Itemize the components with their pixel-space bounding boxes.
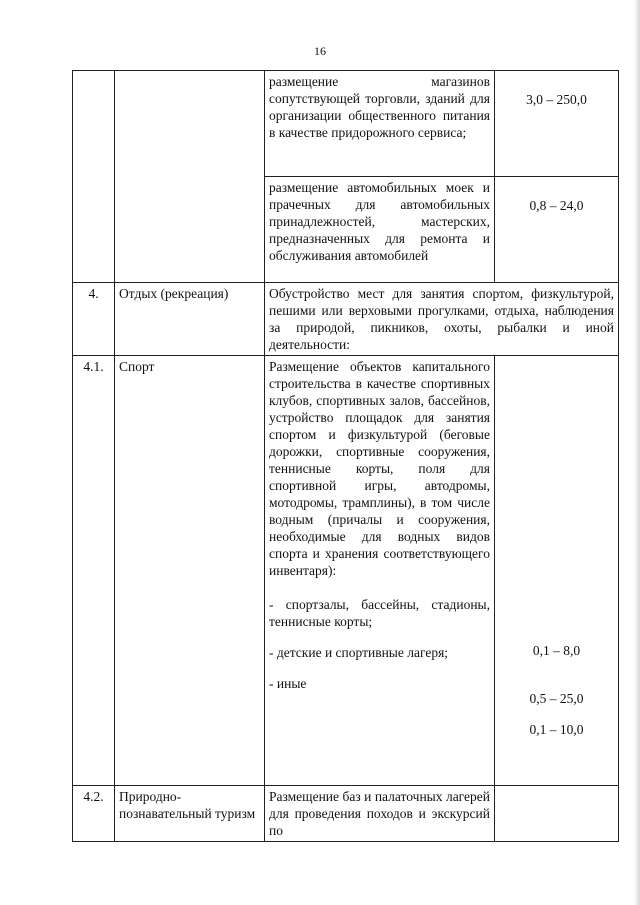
row-area-value-1: 0,1 – 8,0: [532, 643, 581, 658]
row-area-value: 3,0 – 250,0: [495, 71, 619, 177]
row-description: размещение магазинов сопутствующей торговли, зданий для организации общественного питания в качестве придорожного сервиса;: [265, 71, 495, 177]
page-number: 16: [314, 44, 326, 58]
row-area-value-2: 0,5 – 25,0: [529, 691, 584, 706]
row-description-cell: [265, 356, 495, 786]
row-area-value-cell: [495, 356, 619, 786]
row-name: Спорт: [115, 356, 265, 786]
row-description: Размещение баз и палаточных лагерей для проведения походов и экскурсий по: [265, 786, 495, 842]
row-name: Отдых (рекреация): [115, 283, 265, 356]
row-number: 4.1.: [73, 356, 115, 786]
land-use-table: [72, 70, 619, 842]
row-number: 4.: [73, 283, 115, 356]
row-description: Обустройство мест для занятия спортом, физкультурой, пешими или верховыми прогулками, отдыха, наблюдения за природой, пикников, охоты, рыбалки и иной деятельности:: [265, 283, 619, 356]
row-subitem-2: - детские и спортивные лагеря;: [269, 645, 449, 660]
row-subitem-3: - иные: [269, 676, 307, 691]
row-description: размещение автомобильных моек и прачечных для автомобильных принадлежностей, мастерских, предназначенных для ремонта и обслуживания автомобилей: [265, 177, 495, 283]
row-subitem-1: - спортзалы, бассейны, стадионы, теннисные корты;: [269, 597, 490, 629]
table-row: [73, 71, 619, 177]
row-name: Природно-познавательный туризм: [115, 786, 265, 842]
row-number: [73, 71, 115, 283]
row-number: 4.2.: [73, 786, 115, 842]
row-description: Размещение объектов капитального строительства в качестве спортивных клубов, спортивных залов, бассейнов, устройство площадок для занятия спортом и физкультурой (беговые дорожки, спортивные сооружения, теннисные корты, поля для спортивной игры, автодромы, мотодромы, трамплины), в том числе водным (причалы и сооружения, необходимые для водных видов спорта и хранения соответствующего инвентаря):: [269, 359, 490, 578]
row-area-value-3: 0,1 – 10,0: [529, 722, 584, 737]
scan-edge-shadow: [634, 0, 640, 905]
row-area-value: [495, 786, 619, 842]
table-row: [73, 356, 619, 786]
row-area-value: 0,8 – 24,0: [495, 177, 619, 283]
table-row: [73, 283, 619, 356]
table-row: [73, 786, 619, 842]
row-name: [115, 71, 265, 283]
